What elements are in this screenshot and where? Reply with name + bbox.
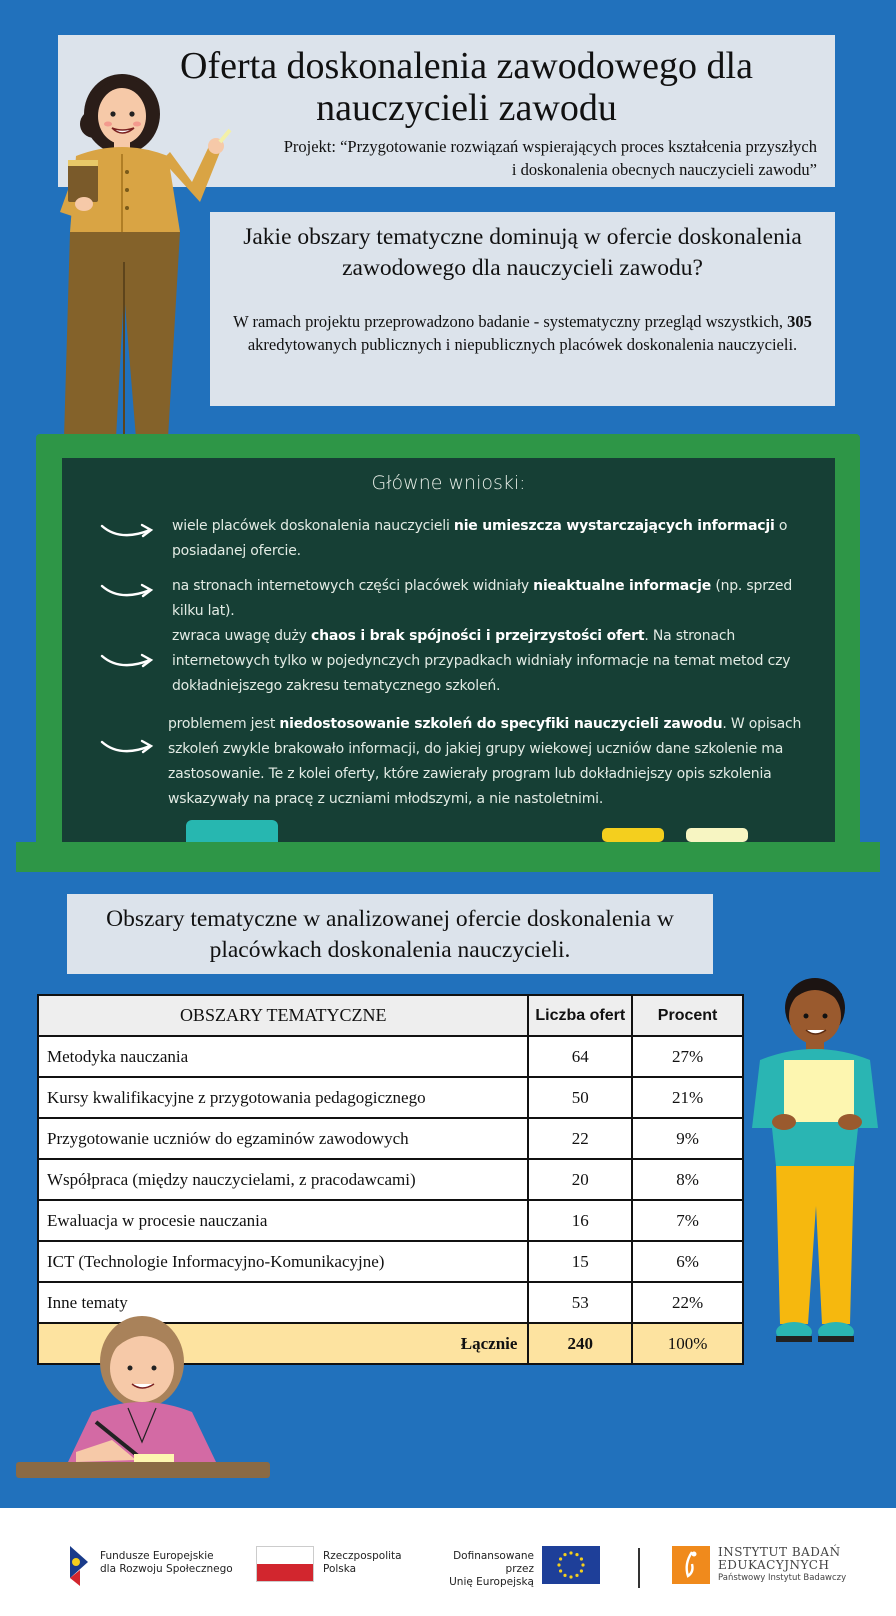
cell-area: Metodyka nauczania <box>38 1036 528 1077</box>
table-row <box>38 1118 743 1159</box>
chalk-white <box>686 828 748 842</box>
ibe-line-2: EDUKACYJNYCH <box>718 1558 830 1572</box>
page-title: Oferta doskonalenia zawodowego dla nauczycieli zawodu <box>180 45 753 129</box>
cell-percent: 27% <box>632 1036 743 1077</box>
table-header-row <box>38 995 743 1036</box>
chalkboard-ledge <box>16 842 880 872</box>
finding-text-plain: . Na stronach internetowych tylko w pojedynczych przypadkach widniały informacje na temat metod czy dokładniejszego zakresu tematycznego szkoleń. <box>172 628 791 694</box>
ibe-line-3: Państwowy Instytut Badawczy <box>718 1573 847 1583</box>
cell-count: 15 <box>528 1241 632 1282</box>
cell-count: 20 <box>528 1159 632 1200</box>
finding-text-bold: niedostosowanie szkoleń do specyfiki nauczycieli zawodu <box>279 716 723 732</box>
column-header-area: OBSZARY TEMATYCZNE <box>38 995 528 1036</box>
project-name <box>217 135 817 181</box>
cell-count: 22 <box>528 1118 632 1159</box>
table-title: Obszary tematyczne w analizowanej ofercie doskonalenia w placówkach doskonalenia nauczycieli. <box>106 906 674 963</box>
republic-line-2: Polska <box>323 1563 357 1575</box>
chalk-yellow <box>602 828 664 842</box>
finding-text-plain: (np. sprzed kilku lat). <box>172 578 793 619</box>
cofinanced-line-2: Unię Europejską <box>449 1576 534 1588</box>
eu-funds-logo-text <box>100 1550 233 1576</box>
finding-text-plain: problemem jest <box>168 716 276 732</box>
cell-area: Kursy kwalifikacyjne z przygotowania pedagogicznego <box>38 1077 528 1118</box>
finding-text-bold: nieaktualne informacje <box>533 578 712 594</box>
research-text-before: W ramach projektu przeprowadzono badanie - systematyczny przegląd wszystkich, <box>233 312 784 331</box>
cell-percent: 21% <box>632 1077 743 1118</box>
footer-divider <box>638 1548 640 1588</box>
project-line-1: Projekt: “Przygotowanie rozwiązań wspierających proces kształcenia przyszłych <box>283 137 817 156</box>
table-row <box>38 1036 743 1077</box>
board-title: Główne wnioski: <box>371 472 526 494</box>
table-title-panel <box>67 894 713 974</box>
finding-1 <box>62 514 817 559</box>
research-text-after: akredytowanych publicznych i niepublicznych placówek doskonalenia nauczycieli. <box>247 335 798 354</box>
table-row <box>38 1159 743 1200</box>
total-count: 240 <box>528 1323 632 1364</box>
cell-area: Inne tematy <box>38 1282 528 1323</box>
finding-text-bold: nie umieszcza wystarczających informacji <box>453 518 775 534</box>
accredited-count: 305 <box>787 312 812 331</box>
finding-text-plain: . W opisach szkoleń zwykle brakowało informacji, do jakiej grupy wiekowej uczniów dane szkolenie ma zastosowanie. Te z kolei oferty, które zawierały program lub dokładniejszy opis szkolenia wskazywały na pracę z uczniami młodszymi, a nie nastoletnimi. <box>168 716 802 807</box>
thematic-areas-table <box>37 994 744 1365</box>
eu-funds-line-2: dla Rozwoju Społecznego <box>100 1563 233 1575</box>
question-panel <box>210 212 835 406</box>
cell-percent: 6% <box>632 1241 743 1282</box>
finding-text-plain: o posiadanej ofercie. <box>172 518 788 559</box>
eu-funds-logo-icon <box>66 1542 92 1586</box>
finding-text-plain: zwraca uwagę duży <box>172 628 307 644</box>
cell-count: 16 <box>528 1200 632 1241</box>
cell-percent: 9% <box>632 1118 743 1159</box>
finding-3 <box>62 624 817 704</box>
chalk-eraser <box>186 820 278 842</box>
cell-percent: 8% <box>632 1159 743 1200</box>
total-percent: 100% <box>632 1323 743 1364</box>
finding-text-bold: chaos i brak spójności i przejrzystości ofert <box>310 628 645 644</box>
cell-count: 50 <box>528 1077 632 1118</box>
finding-2 <box>62 574 817 619</box>
total-label: Łącznie <box>38 1323 528 1364</box>
table-row <box>38 1200 743 1241</box>
chalk-arrow-icon <box>100 736 156 758</box>
table-row <box>38 1077 743 1118</box>
finding-text <box>172 514 817 564</box>
cell-count: 64 <box>528 1036 632 1077</box>
polish-republic-text <box>323 1550 402 1576</box>
cofinanced-line-1: Dofinansowane przez <box>453 1550 534 1575</box>
chalk-arrow-icon <box>100 580 156 602</box>
column-header-count: Liczba ofert <box>528 995 632 1036</box>
cell-area: Ewaluacja w procesie nauczania <box>38 1200 528 1241</box>
question-heading: Jakie obszary tematyczne dominują w ofercie doskonalenia zawodowego dla nauczycieli zawodu? <box>243 224 802 281</box>
cell-percent: 22% <box>632 1282 743 1323</box>
finding-4 <box>62 712 817 816</box>
chalk-arrow-icon <box>100 520 156 542</box>
ibe-logo-text <box>718 1546 846 1585</box>
polish-flag-icon <box>256 1546 314 1582</box>
project-line-2: i doskonalenia obecnych nauczycieli zawodu” <box>511 160 817 179</box>
ibe-logo-icon <box>672 1546 710 1584</box>
research-description <box>230 310 815 356</box>
eu-funds-line-1: Fundusze Europejskie <box>100 1550 214 1562</box>
footer <box>0 1508 896 1616</box>
cell-area: Współpraca (między nauczycielami, z pracodawcami) <box>38 1159 528 1200</box>
student-illustration <box>750 976 880 1362</box>
cell-area: ICT (Technologie Informacyjno-Komunikacyjne) <box>38 1241 528 1282</box>
finding-text <box>172 624 817 699</box>
finding-text-plain: na stronach internetowych części placówek widniały <box>172 578 529 594</box>
ibe-line-1: INSTYTUT BADAŃ <box>718 1545 841 1559</box>
table-row <box>38 1241 743 1282</box>
finding-text <box>168 712 817 812</box>
cell-count: 53 <box>528 1282 632 1323</box>
column-header-percent: Procent <box>632 995 743 1036</box>
cell-area: Przygotowanie uczniów do egzaminów zawodowych <box>38 1118 528 1159</box>
eu-flag-icon <box>542 1546 600 1584</box>
eu-cofinanced-text <box>424 1550 534 1589</box>
republic-line-1: Rzeczpospolita <box>323 1550 402 1562</box>
cell-percent: 7% <box>632 1200 743 1241</box>
chalk-arrow-icon <box>100 650 156 672</box>
finding-text-plain: wiele placówek doskonalenia nauczycieli <box>172 518 450 534</box>
chalkboard <box>62 458 835 842</box>
finding-text <box>172 574 817 624</box>
writing-student-illustration <box>16 1312 270 1478</box>
